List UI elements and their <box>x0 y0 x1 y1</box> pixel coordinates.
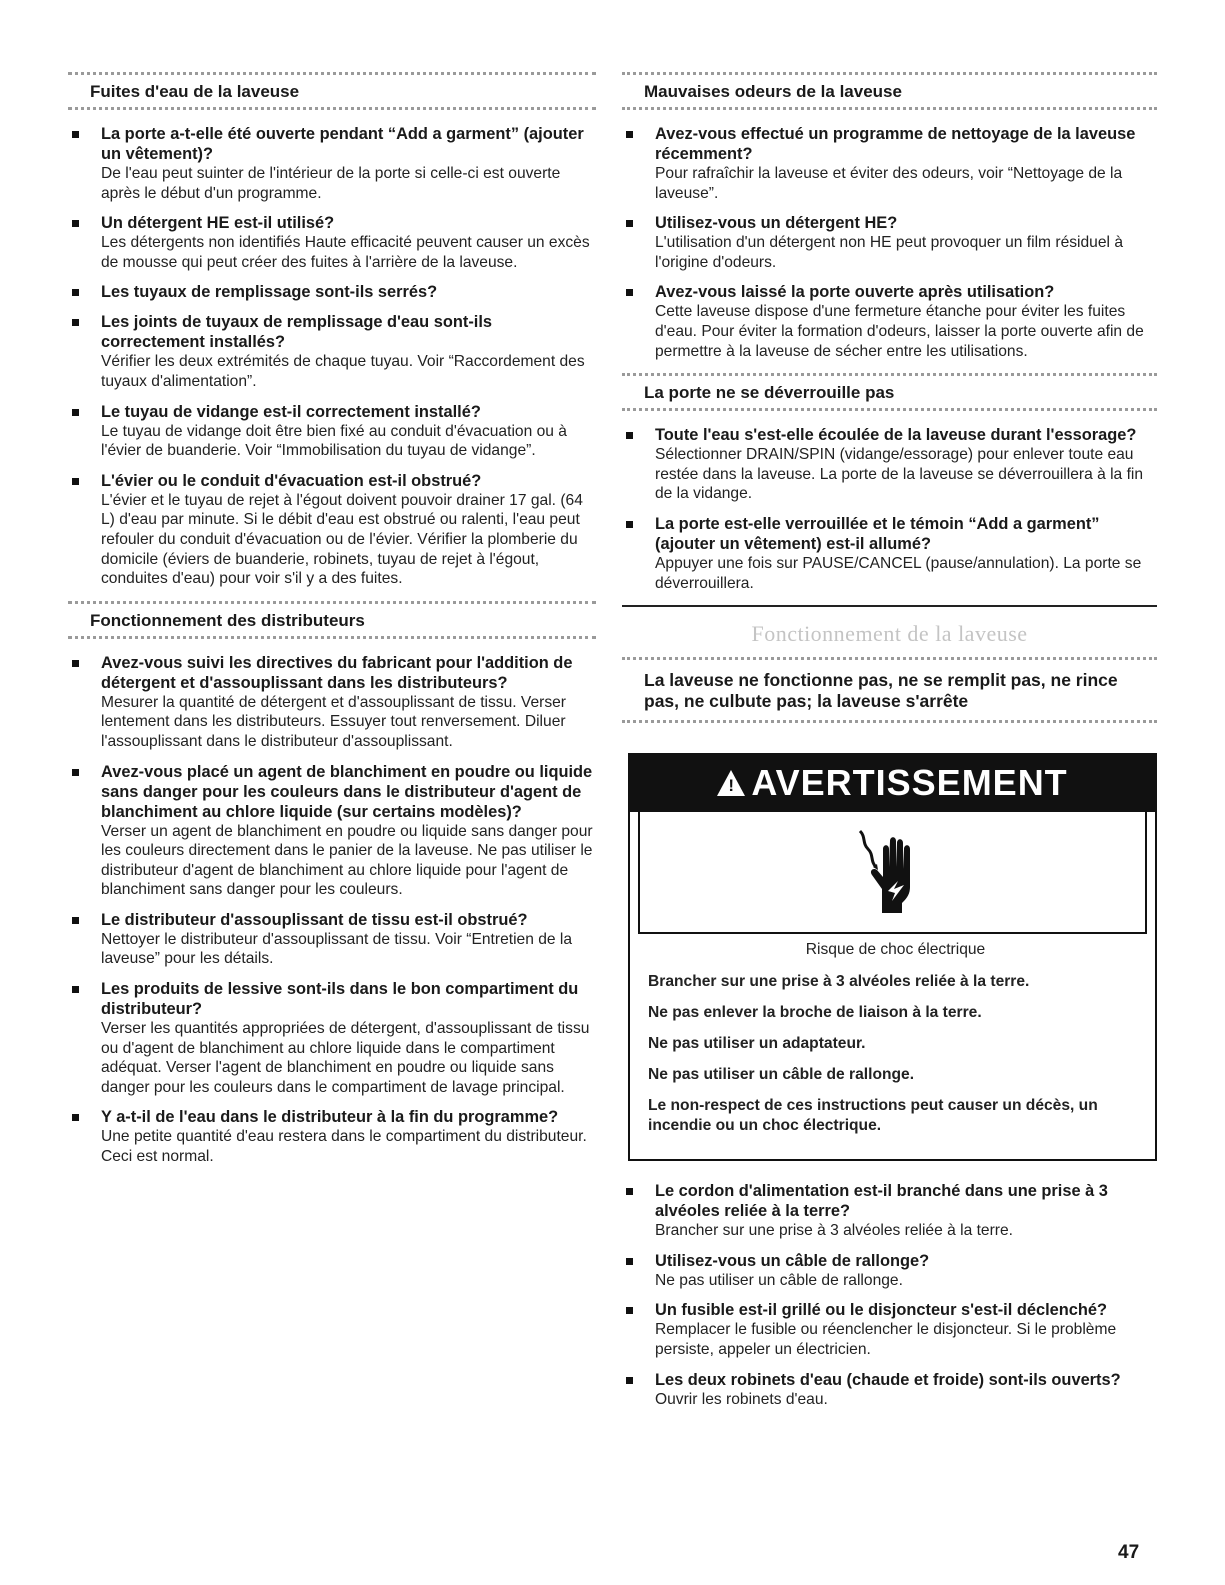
list-item <box>622 1181 1157 1241</box>
question: Avez-vous placé un agent de blanchiment en poudre ou liquide sans danger pour les couleurs dans le distributeur d'agent de blanchiment au chlore liquide (sur certains modèles)? <box>101 762 593 821</box>
answer: Cette laveuse dispose d'une fermeture étanche pour éviter les fuites d'eau. Pour éviter la formation d'odeurs, laisser la porte ouverte afin de permettre à la laveuse de sécher entre les utilisations. <box>655 303 1144 360</box>
list-item <box>622 213 1157 272</box>
question: Toute l'eau s'est-elle écoulée de la laveuse durant l'essorage? <box>655 426 1137 445</box>
warning-box <box>628 753 1157 1161</box>
answer: L'évier et le tuyau de rejet à l'égout doivent pouvoir drainer 17 gal. (64 L) d'eau par minute. Si le débit d'eau est obstrué ou ralenti, l'eau peut refouler du conduit d'évacuation ou de l'évier. Vérifier la plomberie du domicile (éviers de buanderie, robinets, tuyau de rejet à l'égout, conduites d'eau) pour voir s'il y a des fuites. <box>101 491 583 588</box>
question: Le tuyau de vidange est-il correctement installé? <box>101 402 481 421</box>
answer: Verser les quantités appropriées de détergent, d'assouplissant de tissu ou d'agent de blanchiment au chlore liquide dans le compartiment adéquat. Verser l'agent de blanchiment en poudre ou liquide sans danger pour les couleurs dans le compartiment de lavage principal. <box>101 1020 590 1096</box>
question: La porte est-elle verrouillée et le témoin “Add a garment” (ajouter un vêtement) est-il allumé? <box>655 514 1100 553</box>
list-item <box>68 312 596 391</box>
warning-risk: Risque de choc électrique <box>805 941 986 959</box>
question: Les tuyaux de remplissage sont-ils serrés? <box>101 283 438 302</box>
warning-line: Ne pas enlever la broche de liaison à la terre. <box>648 1004 982 1022</box>
item-list <box>68 124 596 589</box>
question: L'évier ou le conduit d'évacuation est-il obstrué? <box>101 471 482 490</box>
question: Y a-t-il de l'eau dans le distributeur à la fin du programme? <box>101 1108 559 1127</box>
list-item <box>68 1107 596 1166</box>
answer: Le tuyau de vidange doit être bien fixé au conduit d'évacuation ou à l'évier de buanderie. Voir “Immobilisation du tuyau de vidange”. <box>101 422 567 460</box>
list-item <box>68 762 596 900</box>
answer: Verser un agent de blanchiment en poudre ou liquide sans danger pour les couleurs directement dans le panier de la laveuse. Ne pas utiliser le distributeur d'agent de blanchiment au chlore liquide pour l'agent de blanchiment sans danger pour les couleurs. <box>101 822 593 899</box>
answer: Sélectionner DRAIN/SPIN (vidange/essorage) pour enlever toute eau restée dans la laveuse. La porte de la laveuse se déverrouillera à la fin de la vidange. <box>655 446 1144 503</box>
question: Avez-vous laissé la porte ouverte après utilisation? <box>655 283 1055 302</box>
list-item <box>68 282 596 302</box>
answer: Appuyer une fois sur PAUSE/CANCEL (pause/annulation). La porte se déverrouillera. <box>655 554 1142 592</box>
question: Le distributeur d'assouplissant de tissu est-il obstrué? <box>101 910 528 929</box>
section <box>622 72 1157 361</box>
warning-title: AVERTISSEMENT <box>751 762 1068 804</box>
list-item <box>68 979 596 1097</box>
subsection-heading: La laveuse ne fonctionne pas, ne se remplit pas, ne rince pas, ne culbute pas; la laveuse s'arrête <box>622 660 1157 723</box>
right-column <box>622 72 1157 1421</box>
warning-triangle-icon <box>717 770 745 796</box>
answer: Ouvrir les robinets d'eau. <box>655 1390 828 1408</box>
warning-line: Brancher sur une prise à 3 alvéoles reliée à la terre. <box>648 973 1030 991</box>
section <box>622 373 1157 593</box>
section-heading: Fonctionnement des distributeurs <box>68 601 596 639</box>
question: Utilisez-vous un câble de rallonge? <box>655 1251 930 1270</box>
answer: Remplacer le fusible ou réenclencher le disjoncteur. Si le problème persiste, appeler un électricien. <box>655 1321 1117 1358</box>
question: Les joints de tuyaux de remplissage d'eau sont-ils correctement installés? <box>101 313 493 352</box>
list-item <box>622 1370 1157 1410</box>
electric-shock-hand-icon <box>858 827 928 917</box>
warning-symbol: ! <box>728 775 735 795</box>
list-item <box>68 402 596 461</box>
question: Utilisez-vous un détergent HE? <box>655 214 898 233</box>
list-item <box>68 213 596 272</box>
answer: L'utilisation d'un détergent non HE peut provoquer un film résiduel à l'origine d'odeurs. <box>655 234 1123 271</box>
answer: Nettoyer le distributeur d'assouplissant de tissu. Voir “Entretien de la laveuse” pour les détails. <box>101 930 573 968</box>
item-list <box>622 425 1157 593</box>
answer: Ne pas utiliser un câble de rallonge. <box>655 1271 903 1289</box>
item-list <box>622 1181 1157 1409</box>
list-item <box>622 425 1157 504</box>
section-heading: La porte ne se déverrouille pas <box>622 373 1157 411</box>
warning-text <box>630 934 1155 1159</box>
question: Les produits de lessive sont-ils dans le bon compartiment du distributeur? <box>101 980 579 1019</box>
answer: Mesurer la quantité de détergent et d'assouplissant de tissu. Verser lentement dans les distributeurs. Essuyer tout renversement. Diluer l'assouplissant dans le distributeur d'assouplissant. <box>101 693 566 750</box>
question: Le cordon d'alimentation est-il branché dans une prise à 3 alvéoles reliée à la terre? <box>655 1182 1108 1221</box>
question: La porte a-t-elle été ouverte pendant “Add a garment” (ajouter un vêtement)? <box>101 125 584 163</box>
chapter-title: Fonctionnement de la laveuse <box>622 605 1157 660</box>
question: Un fusible est-il grillé ou le disjoncteur s'est-il déclenché? <box>655 1301 1108 1320</box>
warning-header <box>630 755 1155 812</box>
section-heading: Mauvaises odeurs de la laveuse <box>622 72 1157 110</box>
list-item <box>68 124 596 203</box>
list-item <box>622 514 1157 593</box>
list-item <box>68 471 596 589</box>
answer: Une petite quantité d'eau restera dans le compartiment du distributeur. Ceci est normal. <box>101 1128 587 1166</box>
list-item <box>68 910 596 969</box>
question: Les deux robinets d'eau (chaude et froide) sont-ils ouverts? <box>655 1370 1121 1389</box>
question: Un détergent HE est-il utilisé? <box>101 214 335 233</box>
list-item <box>622 1300 1157 1359</box>
section <box>68 601 596 1167</box>
question: Avez-vous effectué un programme de nettoyage de la laveuse récemment? <box>655 125 1136 163</box>
page-number: 47 <box>1118 1542 1140 1563</box>
list-item <box>68 653 596 752</box>
warning-line: Le non-respect de ces instructions peut causer un décès, un incendie ou un choc électrique. <box>648 1097 1098 1135</box>
section <box>68 72 596 589</box>
section-heading: Fuites d'eau de la laveuse <box>68 72 596 110</box>
list-item <box>622 124 1157 203</box>
answer: De l'eau peut suinter de l'intérieur de la porte si celle-ci est ouverte après le début d'un programme. <box>101 165 561 202</box>
item-list <box>622 124 1157 361</box>
list-item <box>622 1251 1157 1291</box>
warning-line: Ne pas utiliser un câble de rallonge. <box>648 1066 915 1084</box>
question: Avez-vous suivi les directives du fabricant pour l'addition de détergent et d'assouplissant dans les distributeurs? <box>101 653 573 692</box>
list-item <box>622 282 1157 361</box>
answer: Pour rafraîchir la laveuse et éviter des odeurs, voir “Nettoyage de la laveuse”. <box>655 165 1123 202</box>
answer: Les détergents non identifiés Haute efficacité peuvent causer un excès de mousse qui peut créer des fuites à l'arrière de la laveuse. <box>101 234 590 271</box>
item-list <box>68 653 596 1167</box>
shock-icon-panel <box>638 812 1147 934</box>
warning-line: Ne pas utiliser un adaptateur. <box>648 1035 866 1053</box>
left-column <box>68 72 596 1179</box>
answer: Vérifier les deux extrémités de chaque tuyau. Voir “Raccordement des tuyaux d'alimentation”. <box>101 353 585 390</box>
answer: Brancher sur une prise à 3 alvéoles reliée à la terre. <box>655 1222 1013 1240</box>
